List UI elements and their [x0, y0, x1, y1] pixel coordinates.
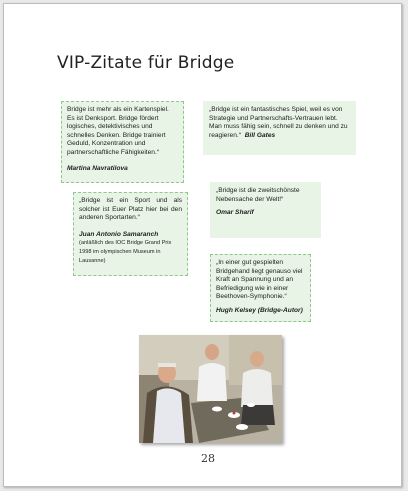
quote-text: „Bridge ist die zweitschönste Nebensache der Welt!“: [216, 187, 300, 203]
photo-illustration: [139, 335, 282, 443]
bridge-players-photo: [139, 335, 282, 443]
quote-note: (anläßlich des IOC Bridge Grand Prix 1998 im olympischen Museum in Lausanne): [79, 240, 172, 264]
quote-box-kelsey: [210, 254, 311, 322]
quote-box-navratilova: [61, 101, 184, 183]
quote-box-gates: [203, 101, 356, 155]
quote-text: „Bridge ist ein Sport und als solcher ist Euer Platz hier bei den anderen Sportarten.“: [79, 197, 182, 222]
page-title: VIP-Zitate für Bridge: [57, 53, 235, 73]
quote-author: Omar Sharif: [216, 209, 254, 217]
page-number: 28: [201, 452, 215, 465]
quote-box-samaranch: [73, 192, 188, 276]
quote-author: Martina Navratilova: [67, 164, 128, 172]
quote-text: „In einer gut gespielten Bridgehand liegt genauso viel Kraft an Spannung und an Befriedigung wie in einer Beethoven-Symphonie.“: [216, 259, 303, 301]
quote-text: „Bridge ist ein fantastisches Spiel, weil es von Strategie und Partnerschafts-Vertrauen lebt. Man muss fähig sein, schnell zu denken und zu reagieren.“: [209, 106, 348, 139]
quote-author: Hugh Kelsey (Bridge-Autor): [216, 306, 303, 314]
quote-author: Bill Gates: [244, 131, 276, 139]
quote-author: Juan Antonio Samaranch: [79, 230, 159, 238]
book-page: [3, 3, 402, 487]
quote-text: Bridge ist mehr als ein Kartenspiel. Es ist Denksport. Bridge fördert logisches, detektivisches und schnelles Denken. Bridge trainiert Geduld, Konzentration und partnerschaftliche Fähigkeiten.“: [67, 106, 169, 156]
quote-box-sharif: [210, 182, 321, 238]
